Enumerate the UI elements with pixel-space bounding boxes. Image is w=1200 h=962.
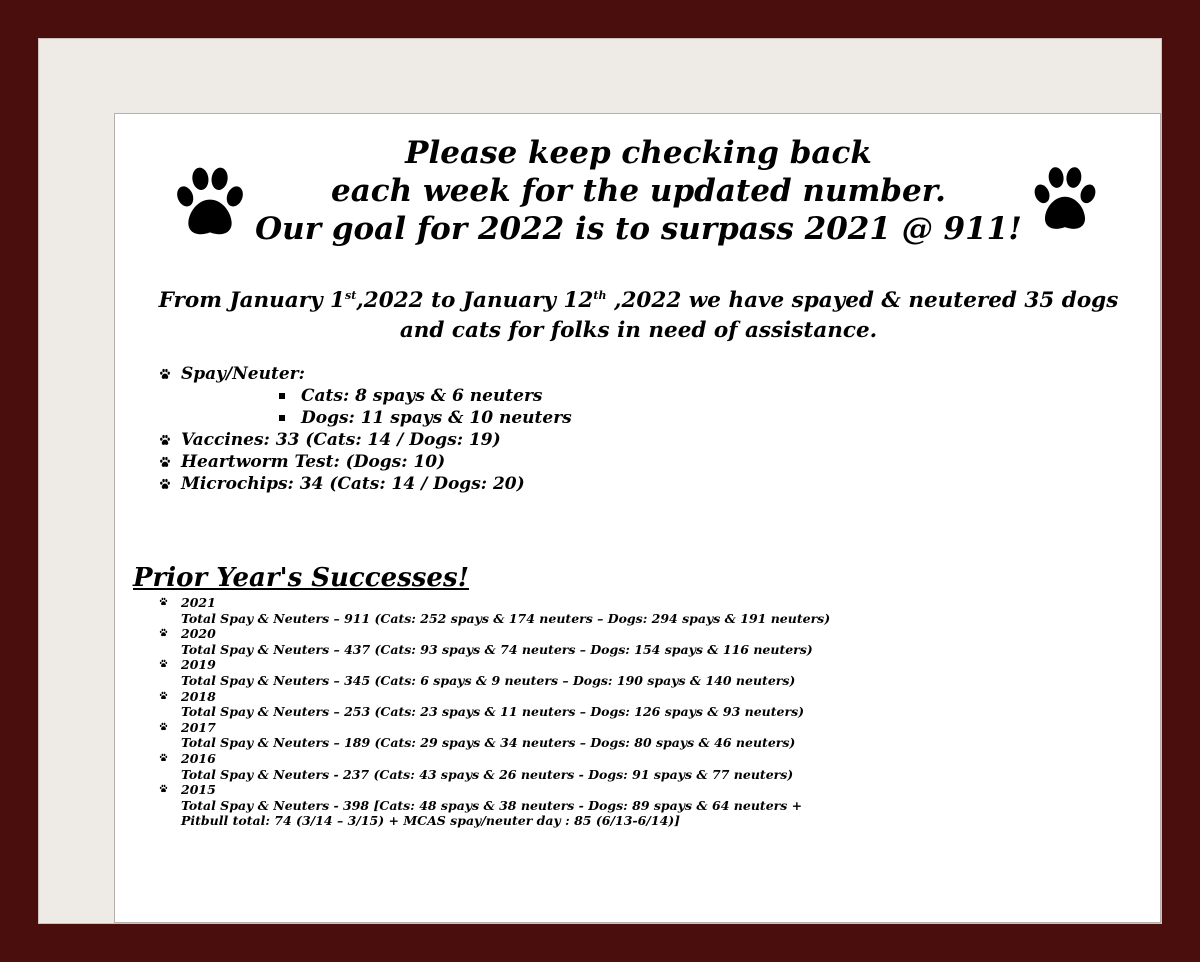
list-item <box>159 451 572 473</box>
year-totals: Total Spay & Neuters – 189 (Cats: 29 spays & 34 neuters – Dogs: 80 spays & 46 neuters) <box>181 735 796 751</box>
list-item <box>277 407 572 429</box>
paw-bullet-icon <box>159 691 168 700</box>
list-item <box>277 385 572 407</box>
year-label: 2016 <box>181 750 216 766</box>
year-label: 2021 <box>181 595 216 610</box>
spay-neuter-sublist <box>181 385 572 429</box>
year-item <box>159 751 830 782</box>
poster-sheet <box>114 113 1161 923</box>
summary-text: ,2022 to January 12 <box>356 288 594 313</box>
paw-bullet-icon <box>159 753 168 762</box>
year-totals: Total Spay & Neuters – 911 (Cats: 252 spays & 174 neuters – Dogs: 294 spays & 191 neuters) <box>181 610 831 626</box>
square-bullet-icon <box>279 415 285 421</box>
paw-bullet-icon <box>159 784 168 793</box>
year-label: 2017 <box>181 719 216 735</box>
headline-line: Our goal for 2022 is to surpass 2021 @ 911! <box>255 211 1022 247</box>
summary-paragraph <box>115 286 1162 346</box>
summary-text: ,2022 we have spayed & neutered 35 dogs <box>606 288 1119 313</box>
year-label: 2020 <box>181 626 216 642</box>
year-totals: Total Spay & Neuters - 237 (Cats: 43 spays & 26 neuters - Dogs: 91 spays & 77 neuters) <box>181 766 794 782</box>
year-label: 2019 <box>181 657 216 673</box>
year-item <box>159 720 830 751</box>
year-totals: Pitbull total: 74 (3/14 – 3/15) + MCAS spay/neuter day : 85 (6/13-6/14)] <box>181 813 681 829</box>
paw-bullet-icon <box>159 659 168 668</box>
year-item <box>159 595 830 626</box>
list-item-text: Spay/Neuter: <box>181 364 305 384</box>
year-item <box>159 626 830 657</box>
year-item <box>159 782 830 829</box>
paw-bullet-icon <box>159 722 168 731</box>
year-label: 2018 <box>181 688 216 704</box>
year-totals: Total Spay & Neuters – 437 (Cats: 93 spays & 74 neuters – Dogs: 154 spays & 116 neuters) <box>181 641 813 657</box>
prior-years-title: Prior Year's Successes! <box>133 563 470 593</box>
paw-bullet-icon <box>159 434 171 446</box>
list-item-text: Cats: 8 spays & 6 neuters <box>301 386 543 406</box>
paw-bullet-icon <box>159 456 171 468</box>
ordinal-suffix: th <box>593 288 607 302</box>
current-stats-list <box>159 363 572 495</box>
year-item <box>159 689 830 720</box>
year-item <box>159 657 830 688</box>
list-item <box>159 473 572 495</box>
year-totals: Total Spay & Neuters – 345 (Cats: 6 spays & 9 neuters – Dogs: 190 spays & 140 neuters) <box>181 672 796 688</box>
list-item-text: Vaccines: 33 (Cats: 14 / Dogs: 19) <box>181 430 501 450</box>
paw-bullet-icon <box>159 597 168 606</box>
summary-line <box>115 286 1162 316</box>
list-item <box>159 429 572 451</box>
headline-line: Please keep checking back <box>405 135 872 171</box>
headline-line: each week for the updated number. <box>331 173 946 209</box>
paw-bullet-icon <box>159 478 171 490</box>
year-totals: Total Spay & Neuters - 398 [Cats: 48 spays & 38 neuters - Dogs: 89 spays & 64 neuters + <box>181 797 803 813</box>
year-totals: Total Spay & Neuters – 253 (Cats: 23 spays & 11 neuters – Dogs: 126 spays & 93 neuters) <box>181 704 805 720</box>
list-item-text: Dogs: 11 spays & 10 neuters <box>301 408 572 428</box>
paw-bullet-icon <box>159 368 171 380</box>
frame-mat <box>38 38 1162 924</box>
headline <box>115 134 1162 248</box>
list-item <box>159 363 572 429</box>
list-item-text: Microchips: 34 (Cats: 14 / Dogs: 20) <box>181 474 525 494</box>
summary-text: From January 1 <box>158 288 346 313</box>
year-label: 2015 <box>181 782 216 798</box>
list-item-text: Heartworm Test: (Dogs: 10) <box>181 452 446 472</box>
paw-bullet-icon <box>159 628 168 637</box>
square-bullet-icon <box>279 393 285 399</box>
prior-years-list <box>159 595 830 829</box>
ordinal-suffix: st <box>345 288 357 302</box>
summary-line: and cats for folks in need of assistance. <box>399 318 878 343</box>
